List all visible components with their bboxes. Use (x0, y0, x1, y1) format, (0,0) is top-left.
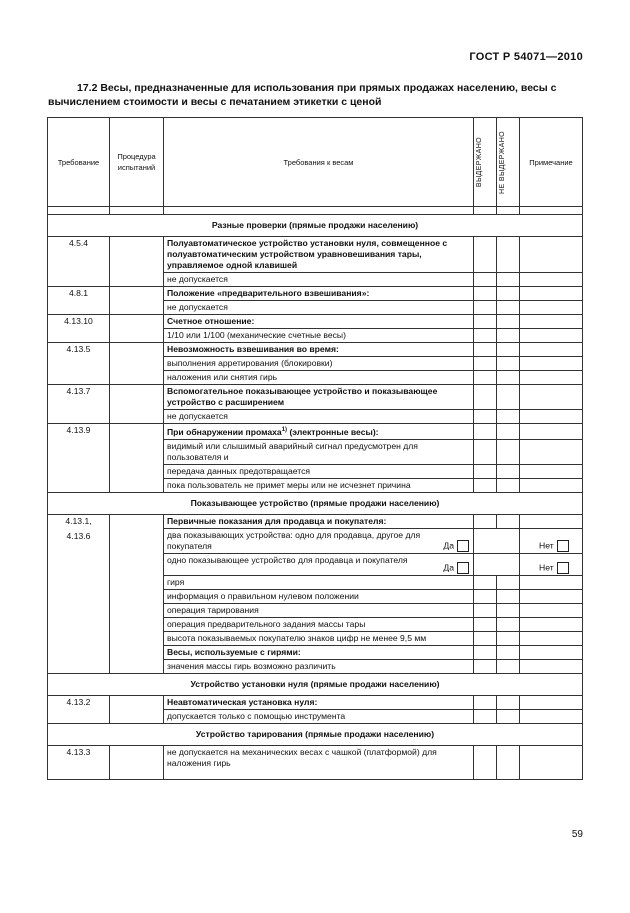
passed-cell (474, 478, 497, 492)
requirement-id: 4.13.9 (66, 425, 91, 435)
passed-cell (474, 287, 497, 301)
yes-checkbox[interactable] (457, 540, 469, 552)
note-cell (520, 237, 583, 273)
failed-cell (497, 617, 520, 631)
header-requirement: Требование (48, 118, 110, 207)
requirement-text: Первичные показания для продавца и покупателя: (164, 514, 474, 528)
failed-cell (497, 439, 520, 464)
passed-cell (474, 617, 497, 631)
requirement-text: операция предварительного задания массы тары (164, 617, 474, 631)
requirement-id: 4.8.1 (68, 288, 89, 298)
failed-cell (497, 315, 520, 329)
requirement-number (48, 514, 110, 673)
passed-cell (474, 424, 497, 440)
failed-cell (497, 371, 520, 385)
note-cell (520, 410, 583, 424)
passed-failed-cell (474, 528, 520, 553)
test-procedure (110, 745, 164, 779)
note-cell (520, 709, 583, 723)
requirement-id: 4.13.10 (64, 316, 93, 326)
failed-cell (497, 589, 520, 603)
requirement-text: выполнения арретирования (блокировки) (164, 357, 474, 371)
table-row (48, 514, 583, 528)
passed-cell (474, 273, 497, 287)
passed-cell (474, 439, 497, 464)
failed-cell (497, 287, 520, 301)
test-procedure (110, 695, 164, 723)
section-row (48, 673, 583, 695)
no-option-cell (520, 553, 583, 575)
requirement-number (48, 424, 110, 493)
note-cell (520, 329, 583, 343)
passed-cell (474, 329, 497, 343)
section-title-line1: 17.2 Весы, предназначенные для использования при прямых продажах населению, весы с (77, 82, 557, 94)
section-row (48, 723, 583, 745)
requirement-id: 4.13.6 (66, 530, 91, 541)
note-cell (520, 695, 583, 709)
test-procedure (110, 424, 164, 493)
note-cell (520, 645, 583, 659)
passed-failed-cell (474, 553, 520, 575)
failed-cell (497, 343, 520, 357)
table-row (48, 343, 583, 357)
test-procedure (110, 385, 164, 424)
passed-cell (474, 575, 497, 589)
requirement-text: не допускается (164, 301, 474, 315)
failed-cell (497, 478, 520, 492)
requirement-text: Вспомогательное показывающее устройство и показывающее устройство с расширением (164, 385, 474, 410)
passed-cell (474, 659, 497, 673)
table-row (48, 315, 583, 329)
requirement-number (48, 745, 110, 779)
requirement-id: 4.13.3 (66, 746, 91, 757)
requirement-text: Положение «предварительного взвешивания»: (164, 287, 474, 301)
requirement-text: 1/10 или 1/100 (механические счетные весы) (164, 329, 474, 343)
table-row (48, 745, 583, 779)
test-procedure (110, 237, 164, 287)
section-heading: Показывающее устройство (прямые продажи населению) (48, 492, 583, 514)
table-row (48, 385, 583, 410)
test-procedure (110, 514, 164, 673)
yes-option: Да (443, 540, 469, 552)
note-cell (520, 589, 583, 603)
requirement-text: гиря (164, 575, 474, 589)
requirement-text: не допускается (164, 410, 474, 424)
table-row (48, 237, 583, 273)
note-cell (520, 659, 583, 673)
note-cell (520, 273, 583, 287)
standard-header: ГОСТ Р 54071—2010 (469, 51, 583, 63)
table-row (48, 695, 583, 709)
requirement-text: пока пользователь не примет меры или не исчезнет причина (164, 478, 474, 492)
passed-cell (474, 301, 497, 315)
passed-cell (474, 695, 497, 709)
note-cell (520, 514, 583, 528)
failed-cell (497, 709, 520, 723)
requirement-text: значения массы гирь возможно различить (164, 659, 474, 673)
passed-cell (474, 410, 497, 424)
failed-cell (497, 410, 520, 424)
note-cell (520, 424, 583, 440)
note-cell (520, 301, 583, 315)
requirement-id: 4.13.1, (65, 515, 92, 526)
requirement-text: операция тарирования (164, 603, 474, 617)
gap-row (48, 207, 583, 215)
section-title (48, 81, 586, 109)
passed-cell (474, 385, 497, 410)
note-cell (520, 343, 583, 357)
failed-cell (497, 357, 520, 371)
failed-cell (497, 237, 520, 273)
note-cell (520, 745, 583, 779)
requirement-text: Счетное отношение: (164, 315, 474, 329)
no-option: Нет (539, 540, 569, 552)
section-title-line2: вычислением стоимости и весы с печатанием этикетки с ценой (48, 96, 382, 108)
passed-cell (474, 237, 497, 273)
passed-cell (474, 589, 497, 603)
note-cell (520, 385, 583, 410)
header-note: Примечание (520, 118, 583, 207)
yes-checkbox[interactable] (457, 562, 469, 574)
passed-cell (474, 371, 497, 385)
requirement-id: 4.13.2 (66, 696, 91, 707)
no-option-cell (520, 528, 583, 553)
requirement-text: информация о правильном нулевом положении (164, 589, 474, 603)
note-cell (520, 464, 583, 478)
table-row (48, 287, 583, 301)
failed-cell (497, 424, 520, 440)
page-number: 59 (571, 829, 583, 840)
section-row (48, 215, 583, 237)
header-requirements-for-scales: Требования к весам (164, 118, 474, 207)
passed-cell (474, 343, 497, 357)
no-checkbox[interactable] (557, 562, 569, 574)
no-checkbox[interactable] (557, 540, 569, 552)
test-procedure (110, 315, 164, 343)
test-procedure (110, 343, 164, 385)
requirement-text: допускается только с помощью инструмента (164, 709, 474, 723)
header-procedure: Процедура испытаний (110, 118, 164, 207)
table-row (48, 424, 583, 440)
note-cell (520, 603, 583, 617)
passed-cell (474, 645, 497, 659)
requirement-text: видимый или слышимый аварийный сигнал предусмотрен для пользователя и (164, 439, 474, 464)
requirement-id: 4.13.7 (66, 386, 91, 396)
requirement-number (48, 695, 110, 723)
header-passed: ВЫДЕРЖАНО (474, 118, 497, 207)
passed-cell (474, 603, 497, 617)
requirement-number (48, 343, 110, 385)
yes-option: Да (443, 562, 469, 574)
note-cell (520, 478, 583, 492)
failed-cell (497, 631, 520, 645)
section-row (48, 492, 583, 514)
footnote-mark: 1) (281, 427, 288, 433)
requirement-number (48, 385, 110, 424)
table-header-row (48, 118, 583, 207)
failed-cell (497, 464, 520, 478)
failed-cell (497, 273, 520, 287)
test-procedure (110, 287, 164, 315)
requirement-text: Невозможность взвешивания во время: (164, 343, 474, 357)
passed-cell (474, 709, 497, 723)
requirement-id: 4.5.4 (68, 238, 89, 248)
note-cell (520, 617, 583, 631)
no-option: Нет (539, 562, 569, 574)
failed-cell (497, 695, 520, 709)
failed-cell (497, 385, 520, 410)
failed-cell (497, 329, 520, 343)
note-cell (520, 371, 583, 385)
note-cell (520, 315, 583, 329)
requirement-text: При обнаружении промаха$^{1)}$ (электронные весы): (164, 424, 474, 440)
note-cell (520, 439, 583, 464)
failed-cell (497, 659, 520, 673)
passed-cell (474, 745, 497, 779)
requirement-text: высота показываемых покупателю знаков цифр не менее 9,5 мм (164, 631, 474, 645)
failed-cell (497, 745, 520, 779)
requirement-number (48, 237, 110, 287)
requirement-text: передача данных предотвращается (164, 464, 474, 478)
requirement-text: Весы, используемые с гирями: (164, 645, 474, 659)
note-cell (520, 575, 583, 589)
passed-cell (474, 464, 497, 478)
failed-cell (497, 645, 520, 659)
note-cell (520, 287, 583, 301)
requirement-text: Полуавтоматическое устройство установки нуля, совмещенное с полуавтоматическим устройством уравновешивания тары, управляемое одной клавишей (164, 237, 474, 273)
requirement-text: не допускается (164, 273, 474, 287)
failed-cell (497, 575, 520, 589)
failed-cell (497, 514, 520, 528)
requirement-text: не допускается на механических весах с чашкой (платформой) для наложения гирь (164, 745, 474, 779)
note-cell (520, 631, 583, 645)
section-heading: Устройство установки нуля (прямые продажи населению) (48, 673, 583, 695)
passed-cell (474, 315, 497, 329)
failed-cell (497, 603, 520, 617)
requirements-table (47, 117, 583, 780)
requirement-text: два показывающих устройства: одно для продавца, другое для покупателя Да (164, 528, 474, 553)
section-heading: Разные проверки (прямые продажи населению) (48, 215, 583, 237)
passed-cell (474, 357, 497, 371)
requirement-text: одно показывающее устройство для продавца и покупателя Да (164, 553, 474, 575)
header-failed: НЕ ВЫДЕРЖАНО (497, 118, 520, 207)
requirement-text: Неавтоматическая установка нуля: (164, 695, 474, 709)
failed-cell (497, 301, 520, 315)
note-cell (520, 357, 583, 371)
passed-cell (474, 631, 497, 645)
requirement-id: 4.13.5 (66, 344, 91, 354)
requirement-text: наложения или снятия гирь (164, 371, 474, 385)
requirement-number (48, 315, 110, 343)
section-heading: Устройство тарирования (прямые продажи населению) (48, 723, 583, 745)
requirement-number (48, 287, 110, 315)
passed-cell (474, 514, 497, 528)
